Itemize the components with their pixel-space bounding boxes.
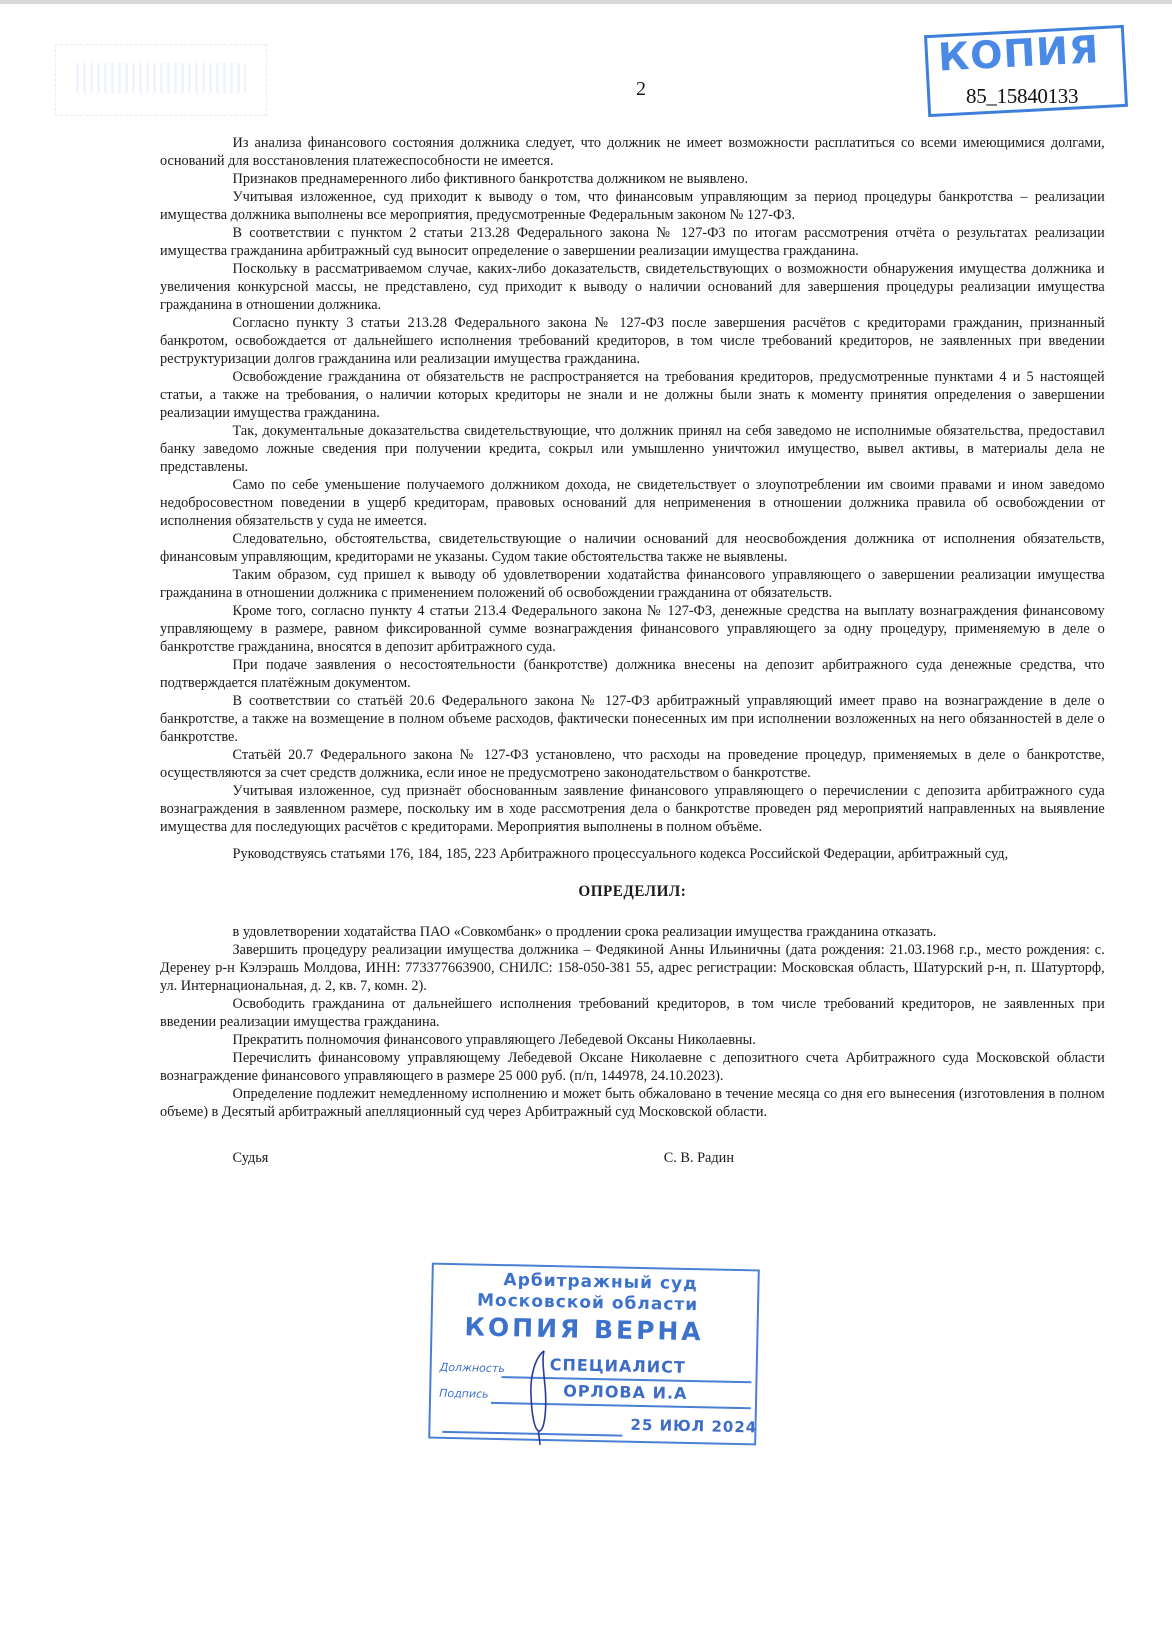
document-body [160, 134, 1105, 1167]
ruling-item: Освободить гражданина от дальнейшего исполнения требований кредиторов, в том числе требований кредиторов, не заявленных при введении реализации имущества гражданина. [160, 996, 1105, 1030]
stamp-signer-value: ОРЛОВА И.А [563, 1381, 688, 1403]
ruling-heading: ОПРЕДЕЛИЛ: [578, 883, 687, 900]
ruling-item: Завершить процедуру реализации имущества должника – Федякиной Анны Ильиничны (дата рождения: 21.03.1968 г.р., место рождения: с. Деренеу р-н Кэлэрашь Молдова, ИНН: 773377663900, СНИЛС: 158-050-381 55, адрес регистрации: Московская область, Шатурский р-н, п. Шатурторф, ул. Интернациональная, д. 2, кв. 7, комн. 2). [160, 942, 1105, 994]
paragraph: Таким образом, суд пришел к выводу об удовлетворении ходатайства финансового управляющего о завершении реализации имущества гражданина в отношении должника с применением положений об освобождении гражданина от обязательств. [160, 567, 1105, 601]
copy-stamp-text: КОПИЯ [937, 27, 1101, 80]
paragraph: Кроме того, согласно пункту 4 статьи 213.4 Федерального закона № 127-ФЗ, денежные средства на выплату вознаграждения финансовому управляющему в размере, равном фиксированной сумме вознаграждения финансового управляющего за одну процедуру, применяемую в деле о банкротстве гражданина, вносятся в депозит арбитражного суда. [160, 603, 1105, 655]
paragraph: Так, документальные доказательства свидетельствующие, что должник принял на себя заведомо не исполнимые обязательства, предоставил банку заведомо ложные сведения при получении кредита, сокрыл или умышленно уничтожил имущество, вывел активы, в материалы дела не представлены. [160, 423, 1105, 475]
paragraph: Следовательно, обстоятельства, свидетельствующие о наличии оснований для неосвобождения должника от исполнения обязательств, финансовым управляющим, кредиторами не указаны. Судом такие обстоятельства также не выявлены. [160, 531, 1105, 565]
faded-stamp-ink [76, 63, 246, 93]
document-number: 85_15840133 [966, 84, 1079, 108]
paragraph: Учитывая изложенное, суд приходит к выводу о том, что финансовым управляющим за период процедуры банкротства – реализации имущества должника выполнены все мероприятия, предусмотренные Федеральным законом № 127-ФЗ. [160, 189, 1105, 223]
paragraph: Освобождение гражданина от обязательств не распространяется на требования кредиторов, предусмотренные пунктами 4 и 5 настоящей статьи, а также на требования, о наличии которых кредиторы не знали и не должны были знать к моменту принятия определения о завершении реализации имущества гражданина. [160, 369, 1105, 421]
stamp-court-line2: Московской области [476, 1290, 699, 1316]
paragraph: Руководствуясь статьями 176, 184, 185, 223 Арбитражного процессуального кодекса Российской Федерации, арбитражный суд, [232, 846, 1009, 862]
paragraph: Само по себе уменьшение получаемого должником дохода, не свидетельствует о злоупотреблении им своими правами и ином заведомо недобросовестном поведении в ущерб кредиторам, правовых оснований для неприменения в отношении должника правила об освобождении от исполнения обязательств у суда не имеется. [160, 477, 1105, 529]
signature-row [160, 1149, 1105, 1167]
paragraph: Учитывая изложенное, суд признаёт обоснованным заявление финансового управляющего о перечислении с депозита арбитражного суда вознаграждения в заявленном размере, поскольку им в ходе рассмотрения дела о банкротстве проведен ряд мероприятий направленных на выявление имущества для последующих расчётов с кредиторами. Мероприятия выполнены в полном объёме. [160, 783, 1105, 835]
faded-stamp-mark [55, 44, 267, 116]
paragraph: При подаче заявления о несостоятельности (банкротстве) должника внесены на депозит арбитражного суда денежные средства, что подтверждается платёжным документом. [160, 657, 1105, 691]
handwritten-signature-icon [520, 1346, 562, 1447]
paragraph: Поскольку в рассматриваемом случае, каких-либо доказательств, свидетельствующих о возможности обнаружения имущества должника и увеличения конкурсной массы, не представлено, суд приходит к выводу о наличии оснований для завершения процедуры реализации имущества гражданина в отношении должника. [160, 261, 1105, 313]
scan-top-border [0, 0, 1172, 4]
paragraph: В соответствии с пунктом 2 статьи 213.28 Федерального закона № 127-ФЗ по итогам рассмотрения отчёта о результатах реализации имущества гражданина арбитражный суд выносит определение о завершении реализации имущества гражданина. [160, 225, 1105, 259]
ruling-item: Прекратить полномочия финансового управляющего Лебедевой Оксаны Николаевны. [232, 1032, 756, 1048]
paragraph: Признаков преднамеренного либо фиктивного банкротства должником не выявлено. [232, 171, 749, 187]
certified-copy-stamp [428, 1263, 760, 1446]
ruling-item: Определение подлежит немедленному исполнению и может быть обжаловано в течение месяца со дня его вынесения (изготовления в полном объеме) в Десятый арбитражный апелляционный суд через Арбитражный суд Московской области. [160, 1086, 1105, 1120]
ruling-item: Перечислить финансовому управляющему Лебедевой Оксане Николаевне с депозитного счета Арбитражного суда Московской области вознаграждение финансового управляющего в размере 25 000 руб. (п/п, 144978, 24.10.2023). [160, 1050, 1105, 1084]
paragraph: Статьёй 20.7 Федерального закона № 127-ФЗ установлено, что расходы на проведение процедур, применяемых в деле о банкротстве, осуществляются за счет средств должника, если иное не предусмотрено законодательством о банкротстве. [160, 747, 1105, 781]
stamp-title: КОПИЯ ВЕРНА [464, 1312, 705, 1347]
stamp-date-value: 25 ИЮЛ 2024 [630, 1415, 758, 1437]
stamp-court-line1: Арбитражный суд [503, 1270, 699, 1295]
paragraph: В соответствии со статьёй 20.6 Федерального закона № 127-ФЗ арбитражный управляющий имеет право на вознаграждение в деле о банкротстве, а также на возмещение в полном объеме расходов, фактически понесенных им при исполнении возложенных на него обязанностей в деле о банкротстве. [160, 693, 1105, 745]
paragraph: Согласно пункту 3 статьи 213.28 Федерального закона № 127-ФЗ после завершения расчётов с кредиторами гражданин, признанный банкротом, освобождается от дальнейшего исполнения требований кредиторов, в том числе требований кредиторов, не заявленных при введении реструктуризации долгов гражданина или реализации имущества гражданина. [160, 315, 1105, 367]
ruling-item: в удовлетворении ходатайства ПАО «Совкомбанк» о продлении срока реализации имущества гражданина отказать. [232, 924, 937, 940]
judge-label: Судья [232, 1150, 269, 1166]
judge-name: С. В. Радин [663, 1150, 734, 1166]
stamp-signature-label: Подпись [439, 1386, 489, 1401]
page-number: 2 [636, 78, 646, 100]
stamp-position-value: СПЕЦИАЛИСТ [549, 1355, 686, 1377]
paragraph: Из анализа финансового состояния должника следует, что должник не имеет возможности расплатиться со всеми имеющимися долгами, оснований для восстановления платежеспособности не имеется. [160, 135, 1105, 169]
stamp-position-label: Должность [439, 1360, 505, 1376]
